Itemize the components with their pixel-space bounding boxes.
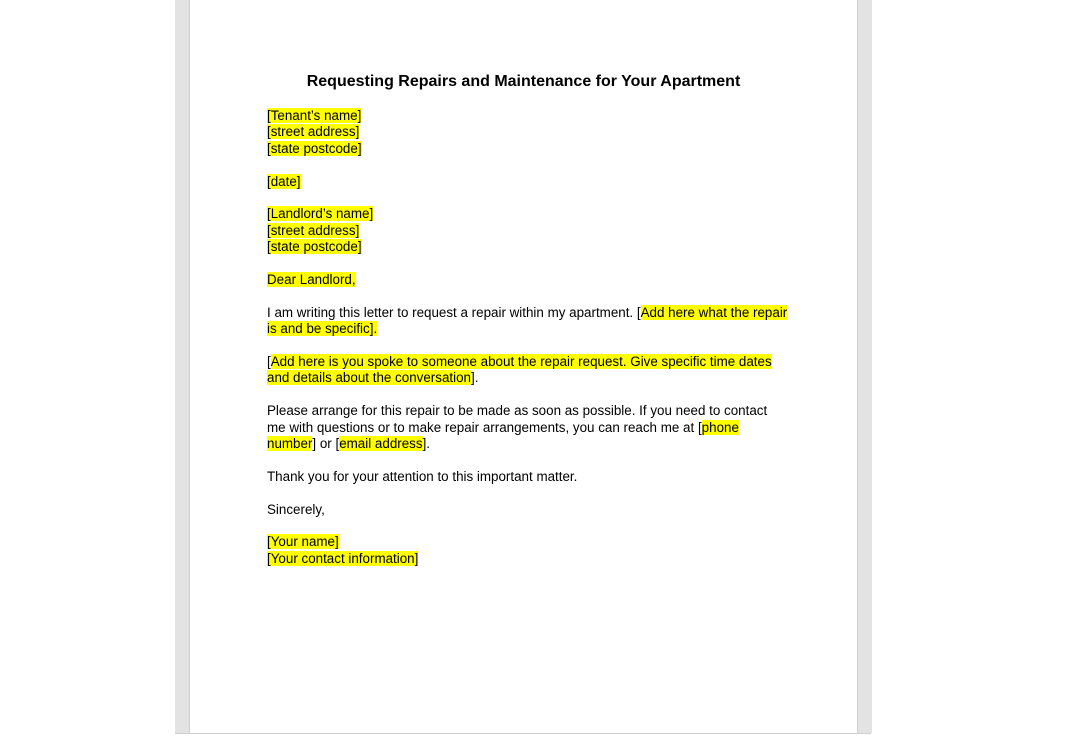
page-bottom-edge [175, 733, 871, 734]
letter-body [267, 108, 787, 584]
letter-date: [date] [267, 173, 301, 189]
signature-name: [Your name] [267, 534, 339, 550]
para3-email: email address [339, 436, 423, 452]
closing-text: Sincerely, [267, 501, 325, 517]
para1-text: I am writing this letter to request a repair within my apartment. [ [267, 304, 641, 320]
thanks-text: Thank you for your attention to this important matter. [267, 468, 578, 484]
para3-end: ]. [422, 436, 431, 452]
signature-block [267, 534, 787, 567]
paragraph-repair-request [267, 305, 787, 338]
para2-highlight-b: and details about the conversation [267, 370, 471, 386]
salutation-block [267, 272, 787, 288]
tenant-street: [street address] [267, 124, 360, 140]
para3-line1: Please arrange for this repair to be made as soon as possible. If you need to contact [267, 403, 768, 419]
landlord-address-block [267, 206, 787, 255]
document-title: Requesting Repairs and Maintenance for Your Apartment [306, 73, 741, 90]
para2-close: ]. [470, 370, 479, 386]
page-right-margin [857, 0, 872, 733]
page-left-margin [175, 0, 190, 733]
landlord-state: [state postcode] [267, 239, 362, 255]
thanks-block [267, 469, 787, 485]
closing-block [267, 502, 787, 518]
tenant-state: [state postcode] [267, 140, 362, 156]
landlord-name: [Landlord’s name] [267, 206, 374, 222]
para3-phone-a: phone [701, 419, 739, 435]
landlord-street: [street address] [267, 222, 360, 238]
document-page[interactable] [190, 0, 857, 733]
para3-line2: me with questions or to make repair arrangements, you can reach me at [ [267, 419, 702, 435]
paragraph-arrange [267, 403, 787, 452]
salutation: Dear Landlord, [267, 272, 356, 288]
para3-mid: ] or [ [312, 436, 340, 452]
para2-open: [ [267, 354, 271, 370]
para2-highlight-a: Add here is you spoke to someone about the repair request. Give specific time dates [270, 354, 772, 370]
para1-highlight-a: Add here what the repair [640, 304, 788, 320]
tenant-name: [Tenant’s name] [267, 108, 362, 123]
date-block [267, 174, 787, 190]
signature-contact: [Your contact information] [267, 550, 419, 566]
para1-highlight-b: is and be specific]. [267, 321, 378, 337]
paragraph-conversation [267, 354, 787, 387]
tenant-address-block [267, 108, 787, 157]
para3-phone-b: number [267, 436, 313, 452]
